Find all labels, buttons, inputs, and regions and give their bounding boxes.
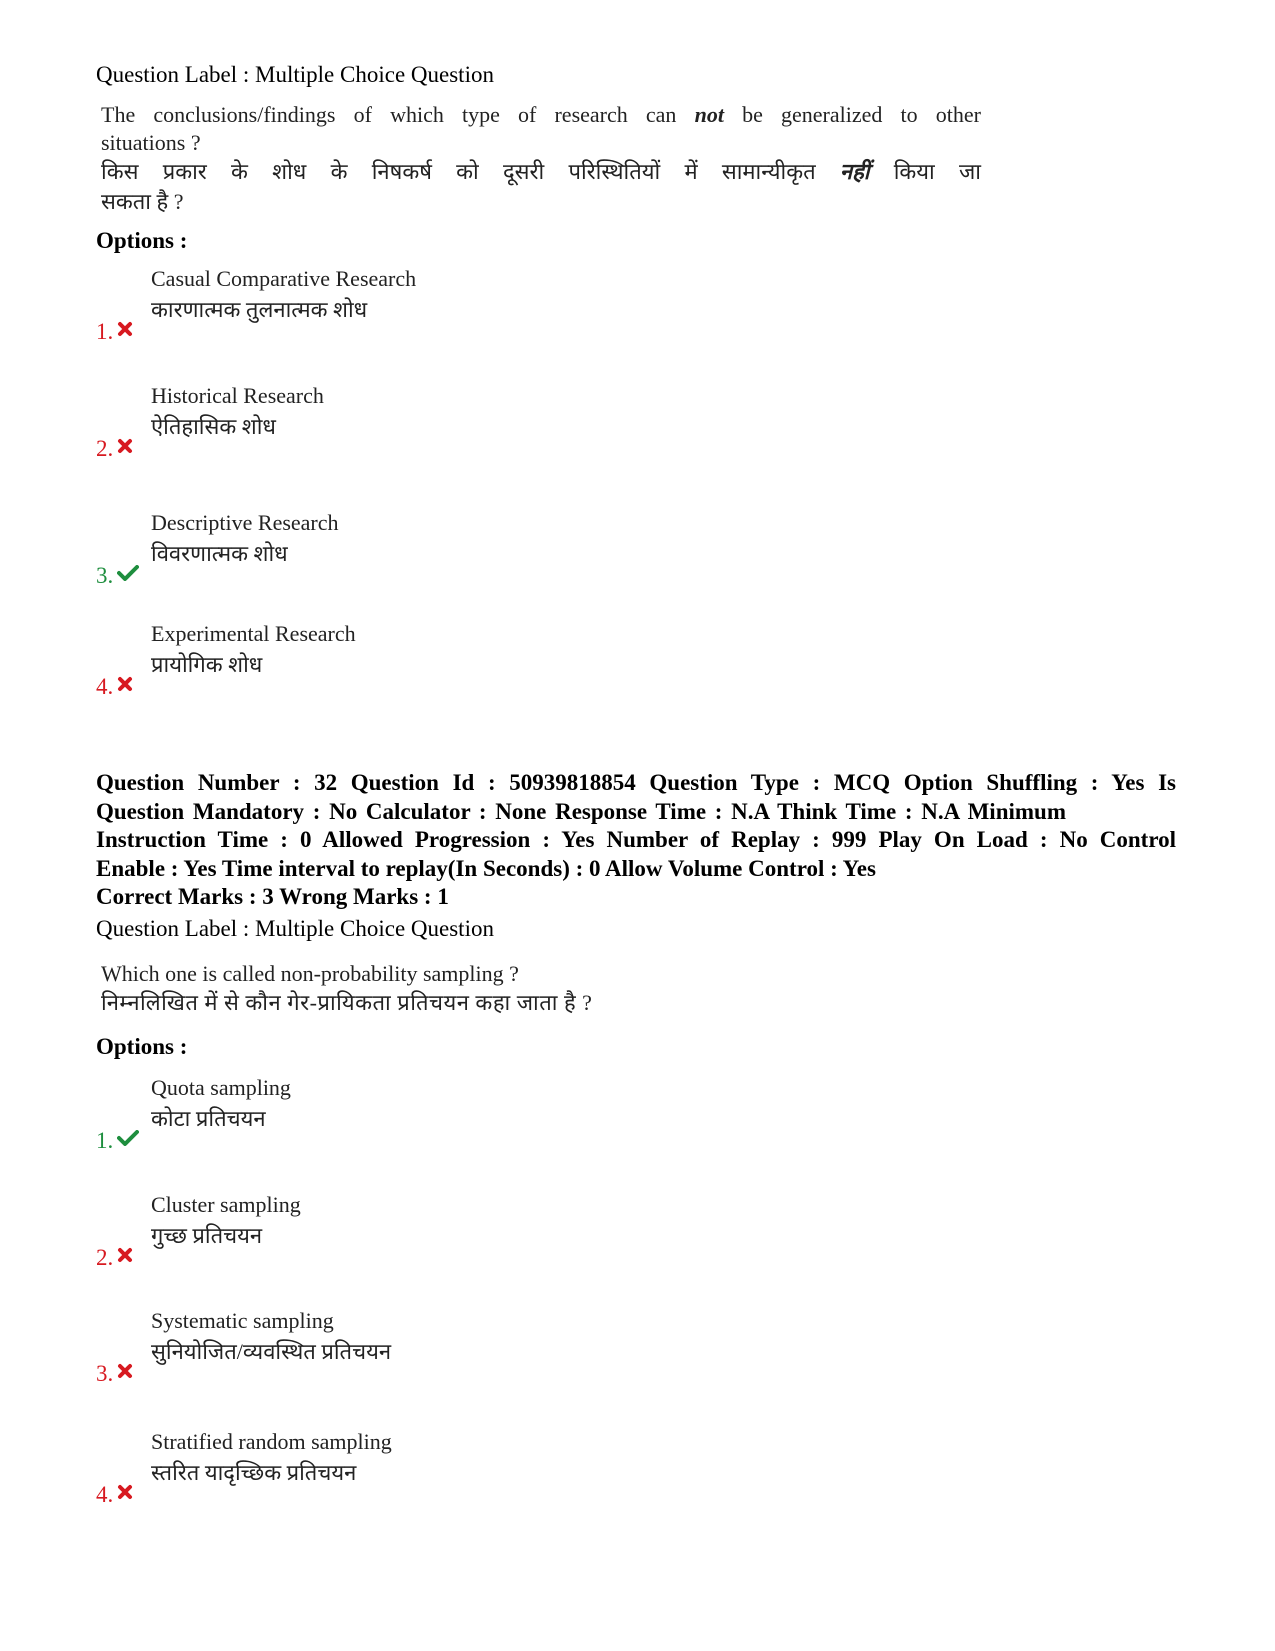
q2-question-label: Question Label : Multiple Choice Question — [96, 916, 494, 941]
option-number-label: 2. — [96, 1245, 114, 1270]
q2-options-heading: Options : — [96, 1034, 188, 1059]
cross-icon — [117, 434, 133, 450]
q2-marks: Correct Marks : 3 Wrong Marks : 1 — [96, 884, 449, 909]
q1-question-hi-line2: सकता है ? — [101, 189, 184, 214]
option-number — [96, 1243, 133, 1271]
q2-question-en: Which one is called non-probability sampling ? — [101, 961, 519, 986]
cross-icon — [117, 1480, 133, 1496]
option-text-en: Experimental Research — [151, 621, 356, 646]
option-text-hi: कारणात्मक तुलनात्मक शोध — [151, 297, 368, 322]
q1-question-label: Question Label : Multiple Choice Question — [96, 62, 494, 87]
cross-icon — [117, 672, 133, 688]
option-text-hi: कोटा प्रतिचयन — [151, 1106, 266, 1131]
option-text-hi: ऐतिहासिक शोध — [151, 414, 276, 439]
option-number-label: 1. — [96, 1128, 114, 1153]
option-number — [96, 561, 139, 589]
option-text-en: Historical Research — [151, 383, 324, 408]
option-text-en: Cluster sampling — [151, 1192, 301, 1217]
cross-icon — [117, 1359, 133, 1375]
option-number — [96, 434, 133, 462]
option-text-hi: विवरणात्मक शोध — [151, 541, 288, 566]
q2-question-hi: निम्नलिखित में से कौन गेर-प्रायिकता प्रतिचयन कहा जाता है ? — [101, 990, 593, 1015]
option-text-en: Systematic sampling — [151, 1308, 334, 1333]
option-text-hi: स्तरित यादृच्छिक प्रतिचयन — [151, 1460, 357, 1485]
q1-question-en-line1: The conclusions/findings of which type of research can not be generalized to other — [101, 102, 981, 127]
option-number-label: 4. — [96, 1482, 114, 1507]
option-number-label: 3. — [96, 1361, 114, 1386]
q1-question-hi-line1: किस प्रकार के शोध के निषकर्ष को दूसरी परिस्थितियों में सामान्यीकृत नहीं किया जा — [101, 159, 981, 184]
option-text-hi: सुनियोजित/व्यवस्थित प्रतिचयन — [151, 1339, 392, 1364]
option-number-label: 4. — [96, 674, 114, 699]
q2-metadata — [96, 769, 1176, 883]
option-text-en: Stratified random sampling — [151, 1429, 392, 1454]
option-text-en: Casual Comparative Research — [151, 266, 417, 291]
q1-options-heading: Options : — [96, 228, 188, 253]
option-number — [96, 1480, 133, 1508]
q1-question-en-line2: situations ? — [101, 130, 201, 155]
q2-question-text — [101, 960, 981, 1018]
cross-icon — [117, 1243, 133, 1259]
q2-meta-line: Question Number : 32 Question Id : 50939818854 Question Type : MCQ Option Shuffling : Yes Is — [96, 770, 1176, 795]
option-number — [96, 1359, 133, 1387]
check-icon — [117, 1126, 139, 1142]
option-number — [96, 1126, 139, 1154]
option-text-en: Descriptive Research — [151, 510, 339, 535]
option-text-en: Quota sampling — [151, 1075, 291, 1100]
option-number — [96, 317, 133, 345]
option-number-label: 2. — [96, 436, 114, 461]
option-number-label: 1. — [96, 319, 114, 344]
option-text-hi: गुच्छ प्रतिचयन — [151, 1223, 263, 1248]
q2-meta-line: Enable : Yes Time interval to replay(In Seconds) : 0 Allow Volume Control : Yes — [96, 855, 876, 881]
option-number — [96, 672, 133, 700]
q2-meta-line: Question Mandatory : No Calculator : None Response Time : N.A Think Time : N.A Minimum — [96, 798, 1066, 824]
check-icon — [117, 561, 139, 577]
option-number-label: 3. — [96, 563, 114, 588]
q2-meta-line: Instruction Time : 0 Allowed Progression : Yes Number of Replay : 999 Play On Load : No Control — [96, 827, 1176, 852]
cross-icon — [117, 317, 133, 333]
q1-question-text — [101, 101, 981, 217]
option-text-hi: प्रायोगिक शोध — [151, 652, 263, 677]
